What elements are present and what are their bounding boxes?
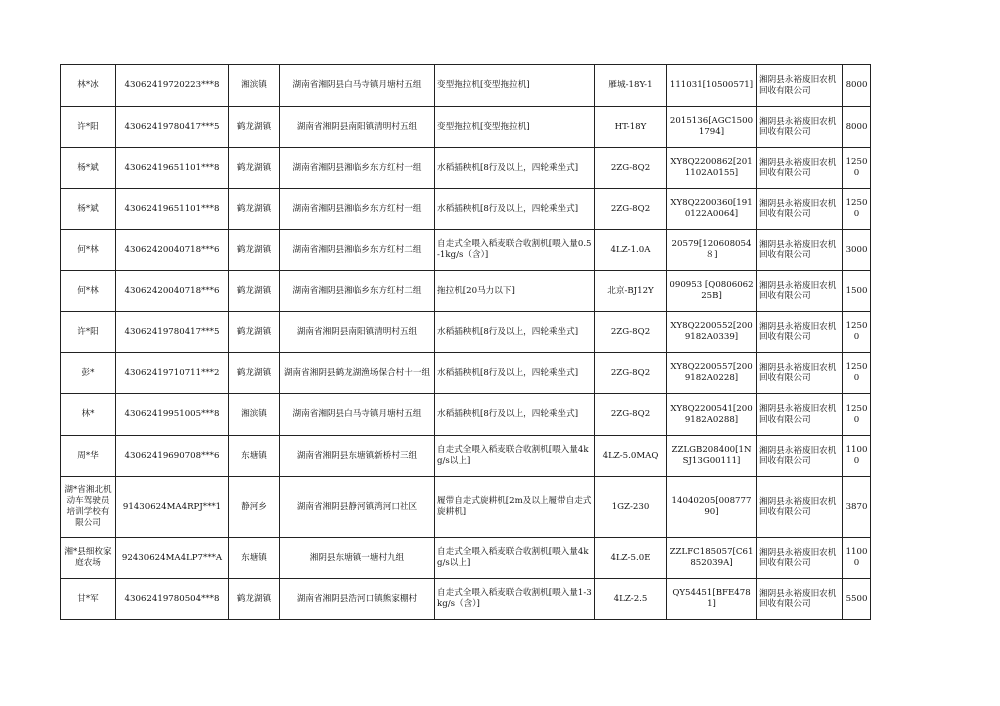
model-cell: 2ZG-8Q2: [595, 353, 667, 394]
id-number-cell: 43062419651101***8: [116, 189, 229, 230]
machine-type-cell: 水稻插秧机[8行及以上，四轮乘坐式]: [435, 148, 595, 189]
address-cell: 湖南省湘阴县湘临乡东方红村二组: [280, 230, 435, 271]
table-row: [61, 271, 871, 312]
model-cell: 北京-BJ12Y: [595, 271, 667, 312]
model-cell: 2ZG-8Q2: [595, 312, 667, 353]
owner-name-cell: 许*阳: [61, 107, 116, 148]
subsidy-amount-cell: 12500: [843, 394, 871, 436]
town-cell: 鹤龙湖镇: [229, 353, 280, 394]
subsidy-amount-cell: 12500: [843, 312, 871, 353]
serial-number-cell: QY54451[BFE4781]: [667, 579, 757, 620]
table-row: [61, 436, 871, 477]
town-cell: 鹤龙湖镇: [229, 579, 280, 620]
town-cell: 鹤龙湖镇: [229, 230, 280, 271]
town-cell: 鹤龙湖镇: [229, 148, 280, 189]
subsidy-amount-cell: 11000: [843, 538, 871, 579]
model-cell: 2ZG-8Q2: [595, 148, 667, 189]
owner-name-cell: 何*林: [61, 230, 116, 271]
recycling-company-cell: 湘阴县永裕废旧农机回收有限公司: [757, 579, 843, 620]
address-cell: 湖南省湘阴县湘临乡东方红村一组: [280, 148, 435, 189]
town-cell: 鹤龙湖镇: [229, 312, 280, 353]
subsidy-amount-cell: 8000: [843, 107, 871, 148]
machine-type-cell: 水稻插秧机[8行及以上，四轮乘坐式]: [435, 312, 595, 353]
owner-name-cell: 彭*: [61, 353, 116, 394]
serial-number-cell: ZZLGB208400[1NSJ13G00111]: [667, 436, 757, 477]
machine-type-cell: 自走式全喂入稻麦联合收割机[喂入量4kg/s以上]: [435, 538, 595, 579]
table-row: [61, 189, 871, 230]
machine-type-cell: 水稻插秧机[8行及以上，四轮乘坐式]: [435, 394, 595, 436]
machine-type-cell: 变型拖拉机[变型拖拉机]: [435, 107, 595, 148]
town-cell: 东塘镇: [229, 436, 280, 477]
owner-name-cell: 杨*斌: [61, 148, 116, 189]
id-number-cell: 92430624MA4LP7***A: [116, 538, 229, 579]
serial-number-cell: 2015136[AGC15001794]: [667, 107, 757, 148]
town-cell: 静河乡: [229, 477, 280, 538]
subsidy-table: [60, 64, 871, 620]
machine-type-cell: 拖拉机[20马力以下]: [435, 271, 595, 312]
subsidy-amount-cell: 3870: [843, 477, 871, 538]
address-cell: 湖南省湘阴县湘临乡东方红村一组: [280, 189, 435, 230]
serial-number-cell: 14040205[00877790]: [667, 477, 757, 538]
subsidy-amount-cell: 12500: [843, 189, 871, 230]
table-row: [61, 477, 871, 538]
id-number-cell: 43062419780504***8: [116, 579, 229, 620]
serial-number-cell: XY8Q2200541[2009182A0288]: [667, 394, 757, 436]
machine-type-cell: 自走式全喂入稻麦联合收割机[喂入量0.5-1kg/s（含）]: [435, 230, 595, 271]
address-cell: 湖南省湘阴县鹤龙湖渔场保合村十一组: [280, 353, 435, 394]
town-cell: 鹤龙湖镇: [229, 107, 280, 148]
table-row: [61, 394, 871, 436]
id-number-cell: 43062419651101***8: [116, 148, 229, 189]
machine-type-cell: 自走式全喂入稻麦联合收割机[喂入量1-3kg/s（含）]: [435, 579, 595, 620]
recycling-company-cell: 湘阴县永裕废旧农机回收有限公司: [757, 312, 843, 353]
id-number-cell: 43062419780417***5: [116, 107, 229, 148]
machine-type-cell: 履带自走式旋耕机[2m及以上履带自走式旋耕机]: [435, 477, 595, 538]
model-cell: HT-18Y: [595, 107, 667, 148]
address-cell: 湖南省湘阴县南阳镇清明村五组: [280, 107, 435, 148]
owner-name-cell: 林*: [61, 394, 116, 436]
address-cell: 湖南省湘阴县湘临乡东方红村二组: [280, 271, 435, 312]
model-cell: 1GZ-230: [595, 477, 667, 538]
id-number-cell: 43062419780417***5: [116, 312, 229, 353]
recycling-company-cell: 湘阴县永裕废旧农机回收有限公司: [757, 353, 843, 394]
recycling-company-cell: 湘阴县永裕废旧农机回收有限公司: [757, 271, 843, 312]
recycling-company-cell: 湘阴县永裕废旧农机回收有限公司: [757, 436, 843, 477]
owner-name-cell: 甘*军: [61, 579, 116, 620]
address-cell: 湖南省湘阴县东塘镇新桥村三组: [280, 436, 435, 477]
town-cell: 鹤龙湖镇: [229, 189, 280, 230]
subsidy-amount-cell: 3000: [843, 230, 871, 271]
id-number-cell: 91430624MA4RPJ***1: [116, 477, 229, 538]
model-cell: 4LZ-1.0A: [595, 230, 667, 271]
model-cell: 4LZ-2.5: [595, 579, 667, 620]
recycling-company-cell: 湘阴县永裕废旧农机回收有限公司: [757, 148, 843, 189]
table-body: [61, 65, 871, 620]
table-row: [61, 579, 871, 620]
serial-number-cell: XY8Q2200862[2011102A0155]: [667, 148, 757, 189]
table-row: [61, 148, 871, 189]
recycling-company-cell: 湘阴县永裕废旧农机回收有限公司: [757, 538, 843, 579]
id-number-cell: 43062419720223***8: [116, 65, 229, 107]
subsidy-amount-cell: 8000: [843, 65, 871, 107]
table-row: [61, 312, 871, 353]
recycling-company-cell: 湘阴县永裕废旧农机回收有限公司: [757, 65, 843, 107]
id-number-cell: 43062420040718***6: [116, 271, 229, 312]
owner-name-cell: 杨*斌: [61, 189, 116, 230]
subsidy-amount-cell: 1500: [843, 271, 871, 312]
serial-number-cell: XY8Q2200360[1910122A0064]: [667, 189, 757, 230]
subsidy-amount-cell: 12500: [843, 353, 871, 394]
serial-number-cell: 20579[120608054８]: [667, 230, 757, 271]
serial-number-cell: 090953 [Q080606225B]: [667, 271, 757, 312]
owner-name-cell: 湖*省湘北机动车驾驶员培训学校有限公司: [61, 477, 116, 538]
recycling-company-cell: 湘阴县永裕废旧农机回收有限公司: [757, 189, 843, 230]
table-row: [61, 353, 871, 394]
owner-name-cell: 周*华: [61, 436, 116, 477]
address-cell: 湘阴县东塘镇一塘村九组: [280, 538, 435, 579]
machine-type-cell: 变型拖拉机[变型拖拉机]: [435, 65, 595, 107]
town-cell: 湘滨镇: [229, 394, 280, 436]
id-number-cell: 43062420040718***6: [116, 230, 229, 271]
recycling-company-cell: 湘阴县永裕废旧农机回收有限公司: [757, 394, 843, 436]
subsidy-amount-cell: 11000: [843, 436, 871, 477]
subsidy-amount-cell: 12500: [843, 148, 871, 189]
address-cell: 湖南省湘阴县静河镇湾河口社区: [280, 477, 435, 538]
id-number-cell: 43062419690708***6: [116, 436, 229, 477]
town-cell: 湘滨镇: [229, 65, 280, 107]
owner-name-cell: 林*冰: [61, 65, 116, 107]
recycling-company-cell: 湘阴县永裕废旧农机回收有限公司: [757, 477, 843, 538]
model-cell: 2ZG-8Q2: [595, 394, 667, 436]
id-number-cell: 43062419710711***2: [116, 353, 229, 394]
address-cell: 湖南省湘阴县白马寺镇月塘村五组: [280, 394, 435, 436]
model-cell: 2ZG-8Q2: [595, 189, 667, 230]
serial-number-cell: XY8Q2200552[2009182A0339]: [667, 312, 757, 353]
recycling-company-cell: 湘阴县永裕废旧农机回收有限公司: [757, 230, 843, 271]
recycling-company-cell: 湘阴县永裕废旧农机回收有限公司: [757, 107, 843, 148]
town-cell: 东塘镇: [229, 538, 280, 579]
subsidy-amount-cell: 5500: [843, 579, 871, 620]
address-cell: 湖南省湘阴县白马寺镇月塘村五组: [280, 65, 435, 107]
owner-name-cell: 湘*县细枚家庭农场: [61, 538, 116, 579]
model-cell: 4LZ-5.0E: [595, 538, 667, 579]
owner-name-cell: 许*阳: [61, 312, 116, 353]
table-row: [61, 65, 871, 107]
table-row: [61, 107, 871, 148]
table-row: [61, 230, 871, 271]
machine-type-cell: 水稻插秧机[8行及以上，四轮乘坐式]: [435, 353, 595, 394]
machine-type-cell: 水稻插秧机[8行及以上，四轮乘坐式]: [435, 189, 595, 230]
town-cell: 鹤龙湖镇: [229, 271, 280, 312]
id-number-cell: 43062419951005***8: [116, 394, 229, 436]
table-row: [61, 538, 871, 579]
model-cell: 雁城-18Y-1: [595, 65, 667, 107]
owner-name-cell: 何*林: [61, 271, 116, 312]
serial-number-cell: 111031[10500571]: [667, 65, 757, 107]
machine-type-cell: 自走式全喂入稻麦联合收割机[喂入量4kg/s以上]: [435, 436, 595, 477]
serial-number-cell: ZZLFC185057[C61852039A]: [667, 538, 757, 579]
serial-number-cell: XY8Q2200557[2009182A0228]: [667, 353, 757, 394]
address-cell: 湖南省湘阴县浩河口镇熊家棚村: [280, 579, 435, 620]
address-cell: 湖南省湘阴县南阳镇清明村五组: [280, 312, 435, 353]
model-cell: 4LZ-5.0MAQ: [595, 436, 667, 477]
